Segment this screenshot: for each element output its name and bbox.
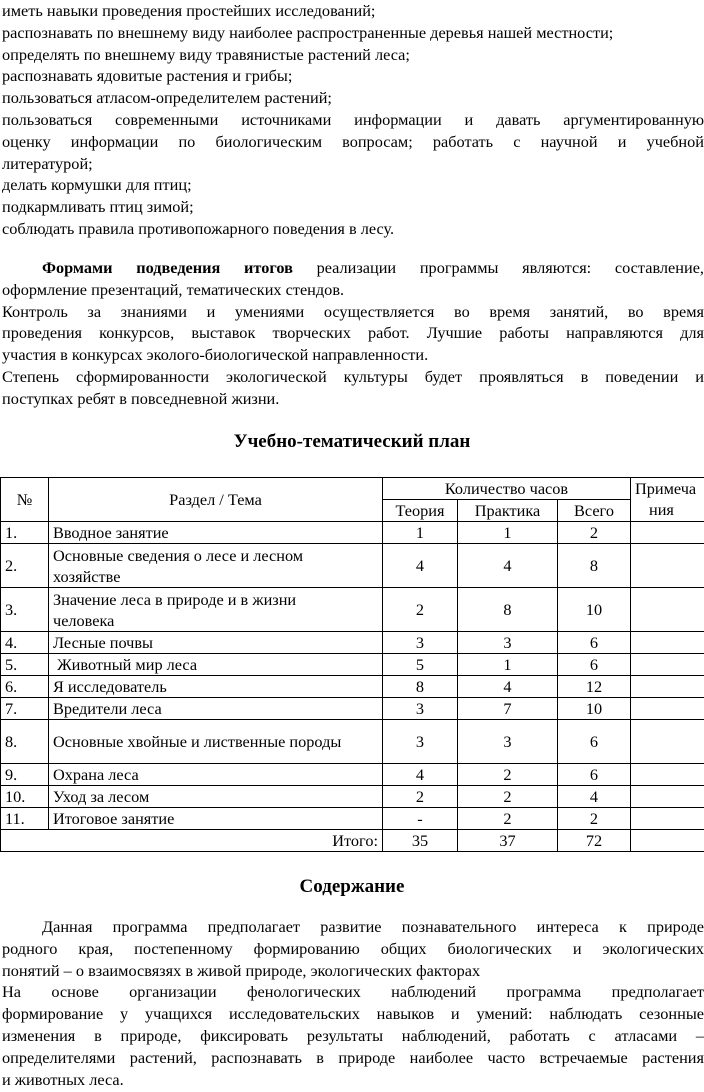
table-header-row <box>1 478 704 500</box>
table-row <box>1 522 704 544</box>
table-row <box>1 632 704 654</box>
row-total: 8 <box>558 544 631 588</box>
table-row <box>1 720 704 764</box>
row-theory: - <box>383 808 458 830</box>
row-theory: 3 <box>383 720 458 764</box>
forms-rest: реализации программы являются: составление, <box>292 258 704 277</box>
row-theory: 1 <box>383 522 458 544</box>
row-total: 2 <box>558 522 631 544</box>
content-title: Содержание <box>299 876 405 897</box>
forms-line <box>0 257 704 279</box>
header-note <box>631 478 704 522</box>
row-topic: Основные сведения о лесе и лесном хозяйстве <box>49 544 383 588</box>
row-num: 5. <box>1 654 49 676</box>
table-row <box>1 676 704 698</box>
row-total: 6 <box>558 632 631 654</box>
skill-line: делать кормушки для птиц; <box>2 175 192 195</box>
row-total: 6 <box>558 764 631 786</box>
row-practice: 2 <box>458 786 558 808</box>
forms-line: оформление презентаций, тематических стендов. <box>2 279 345 299</box>
row-theory: 3 <box>383 632 458 654</box>
table-row <box>1 654 704 676</box>
row-topic: Вредители леса <box>49 698 383 720</box>
row-theory: 5 <box>383 654 458 676</box>
row-total: 6 <box>558 654 631 676</box>
content-p2-line: На основе организации фенологических наблюдений программа предполагает <box>2 982 704 1002</box>
row-num: 7. <box>1 698 49 720</box>
row-practice: 1 <box>458 522 558 544</box>
table-row <box>1 808 704 830</box>
content-paragraphs <box>0 916 704 1090</box>
content-p2-line: формирование у учащихся исследовательских навыков и умений: наблюдать сезонные <box>2 1004 704 1024</box>
skill-line: распознавать ядовитые растения и грибы; <box>2 66 293 86</box>
row-total: 2 <box>558 808 631 830</box>
info-para-line: оценку информации по биологическим вопросам; работать с научной и учебной <box>2 131 704 151</box>
row-practice: 3 <box>458 632 558 654</box>
table-row <box>1 698 704 720</box>
skill-line: подкармливать птиц зимой; <box>2 197 194 217</box>
header-section: Раздел / Тема <box>49 478 383 522</box>
row-num: 1. <box>1 522 49 544</box>
table-row <box>1 786 704 808</box>
row-topic: Лесные почвы <box>49 632 383 654</box>
row-total: 12 <box>558 676 631 698</box>
row-theory: 3 <box>383 698 458 720</box>
row-num: 10. <box>1 786 49 808</box>
total-note <box>631 830 704 852</box>
row-num: 4. <box>1 632 49 654</box>
header-total: Всего <box>558 500 631 522</box>
header-num: № <box>1 478 49 522</box>
row-practice: 8 <box>458 588 558 632</box>
skill-line: иметь навыки проведения простейших исследований; <box>2 1 376 20</box>
row-note <box>631 632 704 654</box>
row-note <box>631 654 704 676</box>
content-p1-line: родного края, постепенному формированию общих биологических и экологических <box>2 938 704 958</box>
row-theory: 4 <box>383 544 458 588</box>
row-note <box>631 764 704 786</box>
row-theory: 8 <box>383 676 458 698</box>
row-total: 10 <box>558 588 631 632</box>
skills-list <box>0 0 704 240</box>
row-topic: Итоговое занятие <box>49 808 383 830</box>
row-practice: 3 <box>458 720 558 764</box>
row-note <box>631 808 704 830</box>
content-p2-line: и животных леса. <box>2 1069 124 1089</box>
row-note <box>631 720 704 764</box>
content-p2-line: изменения в природе, фиксировать результаты наблюдений, работать с атласами – <box>2 1025 704 1045</box>
skill-line: соблюдать правила противопожарного поведения в лесу. <box>2 218 395 238</box>
row-note <box>631 698 704 720</box>
row-theory: 2 <box>383 786 458 808</box>
total-theory: 35 <box>383 830 458 852</box>
row-topic: Основные хвойные и лиственные породы <box>49 720 383 764</box>
row-topic: Уход за лесом <box>49 786 383 808</box>
info-para-line: литературой; <box>2 153 93 173</box>
info-para-line: пользоваться современными источниками информации и давать аргументированную <box>2 109 704 129</box>
control-line: Контроль за знаниями и умениями осуществляется во время занятий, во время <box>2 301 704 321</box>
control-line: участия в конкурсах эколого-биологической направленности. <box>2 345 429 365</box>
row-topic: Вводное занятие <box>49 522 383 544</box>
row-num: 9. <box>1 764 49 786</box>
row-num: 11. <box>1 808 49 830</box>
row-practice: 2 <box>458 808 558 830</box>
row-note <box>631 588 704 632</box>
degree-line: Степень сформированности экологической культуры будет проявляться в поведении и <box>2 366 704 386</box>
forms-paragraph <box>0 257 704 410</box>
content-p1-line: понятий – о взаимосвязях в живой природе, экологических факторах <box>2 960 481 980</box>
control-line: проведения конкурсов, выставок творческих работ. Лучшие работы направляются для <box>2 323 704 343</box>
row-num: 2. <box>1 544 49 588</box>
degree-line: поступках ребят в повседневной жизни. <box>2 388 280 408</box>
row-total: 6 <box>558 720 631 764</box>
row-topic: Охрана леса <box>49 764 383 786</box>
total-total: 72 <box>558 830 631 852</box>
row-practice: 4 <box>458 544 558 588</box>
skill-line: определять по внешнему виду травянистые растений леса; <box>2 44 410 64</box>
content-p2-line: определителями растений, распознавать в природе наиболее часто встречаемые растения <box>2 1047 704 1067</box>
plan-title: Учебно-тематический план <box>233 431 471 452</box>
row-num: 6. <box>1 676 49 698</box>
table-total-row <box>1 830 704 852</box>
row-total: 4 <box>558 786 631 808</box>
total-label: Итого: <box>1 830 383 852</box>
content-p1-line: Данная программа предполагает развитие познавательного интереса к природе <box>42 917 704 936</box>
row-note <box>631 676 704 698</box>
row-practice: 1 <box>458 654 558 676</box>
skill-line: пользоваться атласом-определителем растений; <box>2 88 332 108</box>
total-practice: 37 <box>458 830 558 852</box>
row-note <box>631 544 704 588</box>
table-row <box>1 764 704 786</box>
row-note <box>631 522 704 544</box>
row-topic: Значение леса в природе и в жизни человека <box>49 588 383 632</box>
row-total: 10 <box>558 698 631 720</box>
header-note-line: Примеча <box>635 479 697 498</box>
table-row <box>1 544 704 588</box>
table-row <box>1 588 704 632</box>
row-num: 3. <box>1 588 49 632</box>
row-theory: 2 <box>383 588 458 632</box>
forms-bold-lead: Формами подведения итогов <box>42 258 293 277</box>
header-hours: Количество часов <box>383 478 631 500</box>
row-practice: 2 <box>458 764 558 786</box>
row-theory: 4 <box>383 764 458 786</box>
row-num: 8. <box>1 720 49 764</box>
row-practice: 7 <box>458 698 558 720</box>
row-topic: Животный мир леса <box>49 654 383 676</box>
header-practice: Практика <box>458 500 558 522</box>
row-topic: Я исследователь <box>49 676 383 698</box>
row-practice: 4 <box>458 676 558 698</box>
row-note <box>631 786 704 808</box>
header-theory: Теория <box>383 500 458 522</box>
header-note-line: ния <box>649 500 674 519</box>
skill-line: распознавать по внешнему виду наиболее распространенные деревья нашей местности; <box>2 22 614 42</box>
thematic-plan-table <box>0 477 704 852</box>
